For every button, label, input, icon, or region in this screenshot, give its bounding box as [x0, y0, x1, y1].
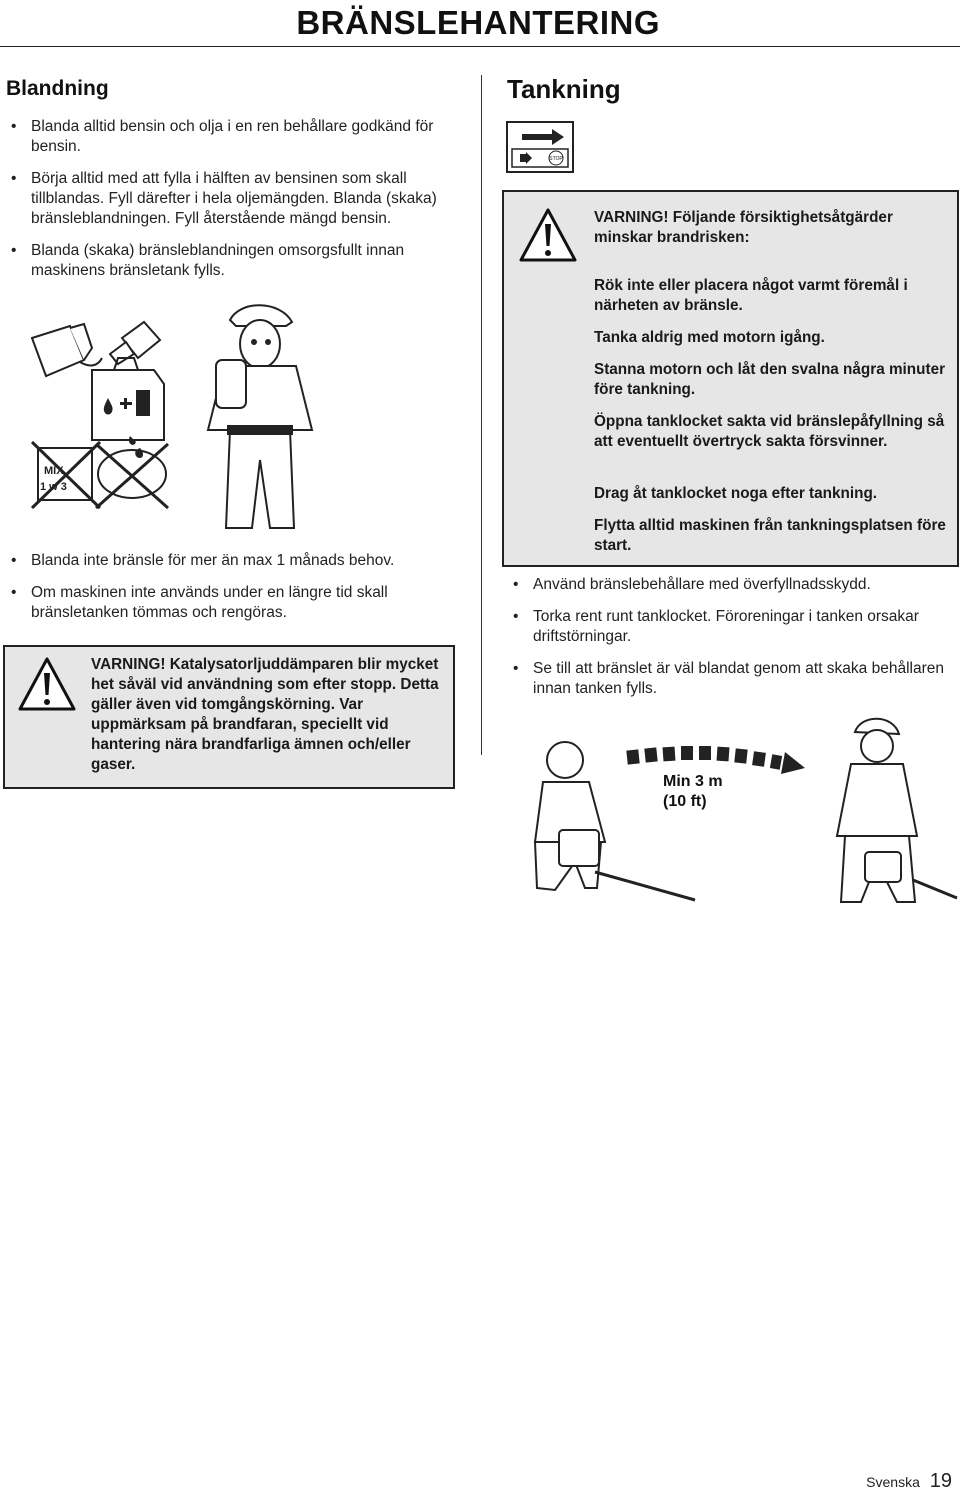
list-item: • Blanda (skaka) bränsleblandningen omsorgsfullt innan maskinens bränsletank fylls.: [5, 241, 455, 281]
can-label-ratio: 1 w 3: [40, 481, 67, 493]
fueling-bullet-list: [507, 575, 957, 711]
footer-language: Svenska: [866, 1474, 920, 1490]
section-heading-blandning: Blandning: [6, 77, 109, 100]
fuel-mixing-illustration: [22, 318, 202, 518]
storage-bullet-list: [5, 551, 455, 635]
page-number: 19: [929, 1470, 952, 1492]
page-title: BRÄNSLEHANTERING: [296, 4, 660, 41]
warning-item: Tanka aldrig med motorn igång.: [594, 329, 825, 346]
list-item: • Börja alltid med att fylla i hälften av bensinen som skall tillblandas. Fyll därefter i hela oljemängden. Blanda (skaka) bränsleblandningen. Fyll återstående mängd bensin.: [5, 169, 455, 229]
list-item: • Torka rent runt tanklocket. Föroreningar i tanken orsakar driftstörningar.: [507, 607, 957, 647]
warning-item: Drag åt tanklocket noga efter tankning.: [594, 485, 878, 502]
distance-label: [663, 772, 723, 812]
stop-label: STOP: [549, 156, 563, 162]
warning-triangle-icon: [17, 655, 77, 713]
catalyst-warning-text: VARNING! Katalysatorljuddämparen blir mycket het såväl vid användning som efter stopp. Detta gäller även vid tomgångskörning. Var uppmärksam på brandfaran, speciellt vid hantering nära brandfarliga ämnen och/eller gaser.: [91, 656, 439, 773]
column-divider: [481, 75, 482, 755]
catalyst-warning-box: [3, 645, 455, 789]
fueling-warning-heading: VARNING! Följande försiktighetsåtgärder minskar brandrisken:: [594, 209, 893, 246]
list-item: • Blanda inte bränsle för mer än max 1 månads behov.: [5, 551, 455, 571]
title-rule: [0, 46, 960, 47]
stop-switch-icon: [506, 121, 574, 173]
can-label-mix: MIX: [44, 465, 64, 477]
operator-illustration: [200, 300, 330, 530]
warning-item: Rök inte eller placera något varmt föremål i närheten av bränsle.: [594, 277, 908, 314]
warning-item: Öppna tanklocket sakta vid bränslepåfyllning så att eventuellt övertryck sakta försvinner.: [594, 413, 945, 450]
refuel-distance-illustration: [505, 712, 960, 910]
list-item: • Om maskinen inte används under en längre tid skall bränsletanken tömmas och rengöras.: [5, 583, 455, 623]
section-heading-tankning: Tankning: [507, 74, 621, 104]
distance-label-metric: Min 3 m: [663, 773, 723, 790]
warning-triangle-icon: [518, 206, 578, 264]
distance-label-imperial: (10 ft): [663, 793, 707, 810]
warning-item: Flytta alltid maskinen från tankningsplatsen före start.: [594, 517, 946, 554]
warning-item: Stanna motorn och låt den svalna några minuter före tankning.: [594, 361, 946, 398]
page-footer: [866, 1470, 952, 1493]
list-item: • Blanda alltid bensin och olja i en ren behållare godkänd för bensin.: [5, 117, 455, 157]
list-item: • Se till att bränslet är väl blandat genom att skaka behållaren innan tanken fylls.: [507, 659, 957, 699]
fueling-warning-box: [502, 190, 959, 567]
mixing-bullet-list: [5, 117, 455, 293]
list-item: • Använd bränslebehållare med överfyllnadsskydd.: [507, 575, 957, 595]
